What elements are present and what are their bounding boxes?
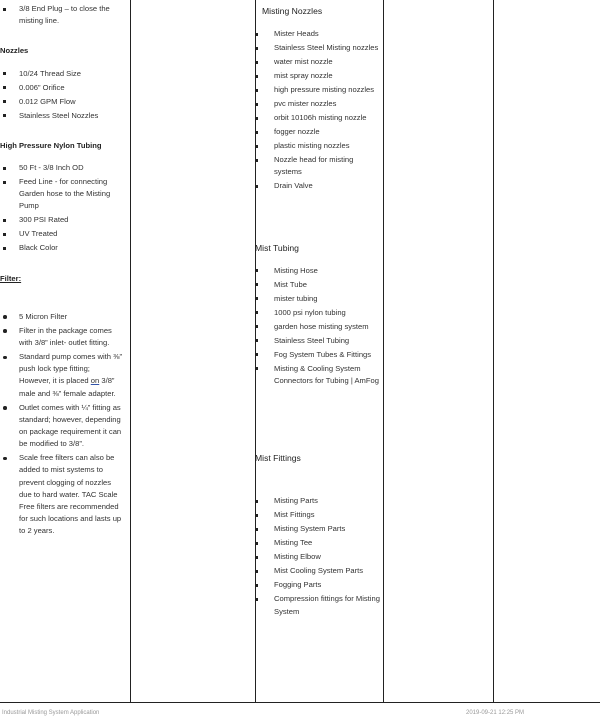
list-item: Nozzle head for misting systems [255,154,381,178]
list-item: pvc mister nozzles [255,98,381,110]
list-item: Fogging Parts [255,579,381,591]
list-item: orbit 10106h misting nozzle [255,112,381,124]
misting-nozzles-list [255,28,381,192]
list-item: 300 PSI Rated [0,214,122,226]
list-item: 50 Ft - 3/8 Inch OD [0,162,122,174]
footer-document-title: Industrial Misting System Application [2,710,100,716]
list-item: 5 Micron Filter [0,311,122,323]
tubing-heading: High Pressure Nylon Tubing [0,140,102,150]
list-item: Misting Elbow [255,551,381,563]
list-item: mist spray nozzle [255,70,381,82]
list-item: Misting Hose [255,265,381,277]
list-item: Fog System Tubes & Fittings [255,349,381,361]
list-item: Black Color [0,242,122,254]
list-item: garden hose misting system [255,321,381,333]
top-list [0,3,122,27]
list-item: Mist Cooling System Parts [255,565,381,577]
list-item: 0.012 GPM Flow [0,96,122,108]
list-item: 0.006” Orifice [0,82,122,94]
nozzles-list [0,68,122,122]
table-border-bottom [0,702,600,703]
list-item: Misting Parts [255,495,381,507]
list-item: 10/24 Thread Size [0,68,122,80]
list-item: Mist Tube [255,279,381,291]
list-item: Feed Line - for connecting Garden hose to the Misting Pump [0,176,122,213]
mist-fittings-heading: Mist Fittings [255,453,301,464]
list-item: UV Treated [0,228,122,240]
table-border-3 [383,0,384,703]
list-item-text: 3/8” male and ⅜” female adapter. [19,376,116,398]
list-item: fogger nozzle [255,126,381,138]
list-item: Misting System Parts [255,523,381,535]
footer-timestamp: 2019-09-21 12:25 PM [466,710,525,716]
filter-list [0,311,122,538]
list-item: Outlet comes with ¼” fitting as standard; however, depending on package requirement it can be modified to 3/8”. [0,402,122,451]
keyword-column [255,0,381,618]
list-item: high pressure misting nozzles [255,84,381,96]
list-item: 1000 psi nylon tubing [255,307,381,319]
list-item-text: Standard pump comes with ⅜” push lock type fitting; However, it is placed [19,352,122,386]
list-item: Drain Valve [255,180,381,192]
spec-column [0,0,122,538]
list-item: Stainless Steel Nozzles [0,110,122,122]
list-item: water mist nozzle [255,56,381,68]
list-item: Stainless Steel Misting nozzles [255,42,381,54]
list-item: Stainless Steel Tubing [255,335,381,347]
list-item [0,351,122,400]
mist-tubing-heading: Mist Tubing [255,242,299,253]
list-item: Scale free filters can also be added to mist systems to prevent clogging of nozzles due to hard water. TAC Scale Free filters are recommended for such locations and lasts up to 2 years. [0,452,122,537]
list-item: 3/8 End Plug – to close the misting line. [0,3,122,27]
list-item: Compression fittings for Misting System [255,593,381,617]
filter-heading: Filter: [0,273,22,283]
nozzles-heading: Nozzles [0,46,29,56]
spelling-mark: on [90,376,100,386]
table-border-1 [130,0,131,703]
mist-tubing-list [255,265,381,387]
list-item: mister tubing [255,293,381,305]
list-item: Misting Tee [255,537,381,549]
list-item: Filter in the package comes with 3/8” inlet- outlet fitting. [0,325,122,349]
list-item: Mist Fittings [255,509,381,521]
list-item: Mister Heads [255,28,381,40]
list-item: Misting & Cooling System Connectors for Tubing | AmFog [255,363,381,387]
table-border-4 [493,0,494,703]
list-item: plastic misting nozzles [255,140,381,152]
mist-fittings-list [255,495,381,617]
tubing-list [0,162,122,255]
misting-nozzles-heading: Misting Nozzles [262,6,323,16]
